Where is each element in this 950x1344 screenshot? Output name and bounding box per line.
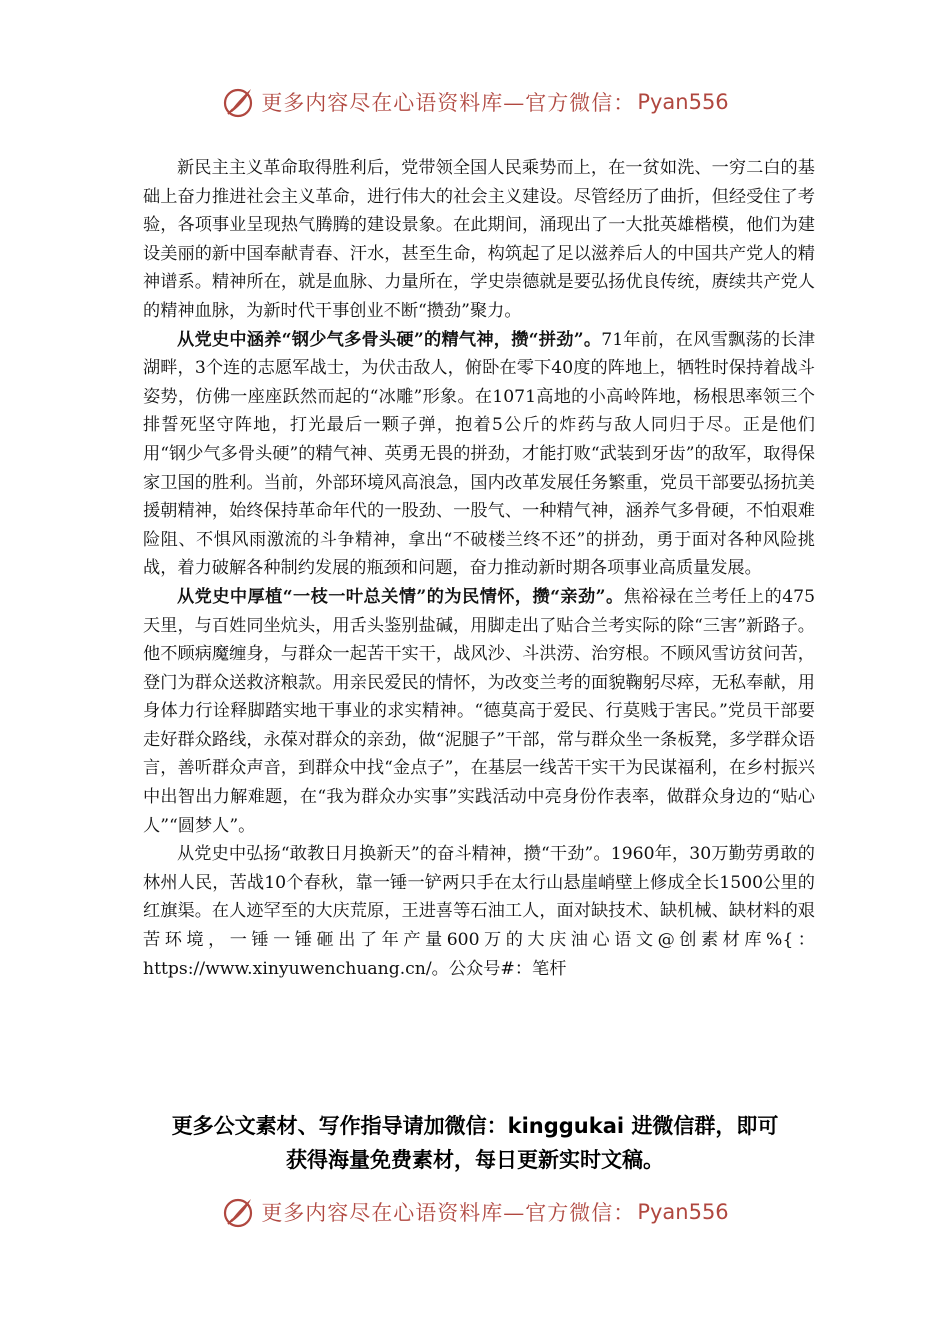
promo-notice: [130, 1109, 820, 1177]
paragraph-intro: [143, 154, 815, 326]
promo-line-1: 更多公文素材、写作指导请加微信：kinggukai 进微信群，即可: [171, 1114, 779, 1138]
header-banner: [0, 82, 950, 122]
footer-banner: [0, 1192, 950, 1232]
paragraph-text: 71年前，在风雪飘荡的长津湖畔，3个连的志愿军战士，为伏击敌人，俯卧在零下40度的阵地上，牺牲时保持着战斗姿势，仿佛一座座跃然而起的“冰雕”形象。在1071高地的小高岭阵地，杨根思率领三个排誓死坚守阵地，打光最后一颗子弹，抱着5公斤的炸药与敌人同归于尽。正是他们用“钢少气多骨头硬”的精气神、英勇无畏的拼劲，才能打败“武装到牙齿”的敌军，取得保家卫国的胜利。当前，外部环境风高浪急，国内改革发展任务繁重，党员干部要弘扬抗美援朝精神，始终保持革命年代的一股劲、一股气、一种精气神，涵养气多骨硬，不怕艰难险阻、不惧风雨激流的斗争精神，拿出“不破楼兰终不还”的拼劲，勇于面对各种风险挑战，着力破解各种制约发展的瓶颈和问题，奋力推动新时期各项事业高质量发展。: [143, 329, 816, 579]
quill-logo-icon: [221, 1195, 255, 1229]
quill-logo-icon: [221, 85, 255, 119]
paragraph-text: 从党史中弘扬“敢教日月换新天”的奋斗精神，攒“干劲”。1960年，30万勤劳勇敢的林州人民，苦战10个春秋，靠一锤一铲两只手在太行山悬崖峭壁上修成全长1500公里的红旗渠。在人迹罕至的大庆荒原，王进喜等石油工人，面对缺技术、缺机械、缺材料的艰苦环境，一锤一锤砸出了年产量600万的大庆油心语文@创素材库%{：https://www.xinyuwenchuang.cn/。公众号#：笔杆: [143, 844, 815, 979]
paragraph-qinjin: [143, 583, 815, 840]
header-wechat-id: Pyan556: [637, 90, 729, 114]
paragraph-lead: 从党史中涵养“钢少气多骨头硬”的精气神，攒“拼劲”。: [177, 329, 602, 350]
paragraph-text: 焦裕禄在兰考任上的475天里，与百姓同坐炕头，用舌头鉴别盐碱，用脚走出了贴合兰考实际的除“三害”新路子。他不顾病魔缠身，与群众一起苦干实干，战风沙、斗洪涝、治穷根。不顾风雪访贫问苦，登门为群众送救济粮款。用亲民爱民的情怀，为改变兰考的面貌鞠躬尽瘁，无私奉献，用身体力行诠释脚踏实地干事业的求实精神。“德莫高于爱民、行莫贱于害民。”党员干部要走好群众路线，永葆对群众的亲劲，做“泥腿子”干部，常与群众坐一条板凳，多学群众语言，善听群众声音，到群众中找“金点子”，在基层一线苦干实干为民谋福利，在乡村振兴中出智出力解难题，在“我为群众办实事”实践活动中亮身份作表率，做群众身边的“贴心人”“圆梦人”。: [143, 586, 815, 836]
header-banner-text: 更多内容尽在心语资料库—官方微信：: [261, 91, 636, 115]
article-body: [143, 154, 815, 983]
paragraph-ganjin: [143, 840, 815, 983]
paragraph-pinjin: [143, 326, 815, 583]
footer-wechat-id: Pyan556: [637, 1200, 729, 1224]
footer-banner-text: 更多内容尽在心语资料库—官方微信：: [261, 1201, 636, 1225]
paragraph-text: 新民主主义革命取得胜利后，党带领全国人民乘势而上，在一贫如洗、一穷二白的基础上奋力推进社会主义革命，进行伟大的社会主义建设。尽管经历了曲折，但经受住了考验，各项事业呈现热气腾腾的建设景象。在此期间，涌现出了一大批英雄楷模，他们为建设美丽的新中国奉献青春、汗水，甚至生命，构筑起了足以滋养后人的中国共产党人的精神谱系。精神所在，就是血脉、力量所在，学史崇德就是要弘扬优良传统，赓续共产党人的精神血脉，为新时代干事创业不断“攒劲”聚力。: [143, 158, 815, 321]
paragraph-lead: 从党史中厚植“一枝一叶总关情”的为民情怀，攒“亲劲”。: [177, 586, 624, 607]
promo-line-2: 获得海量免费素材，每日更新实时文稿。: [286, 1148, 664, 1172]
